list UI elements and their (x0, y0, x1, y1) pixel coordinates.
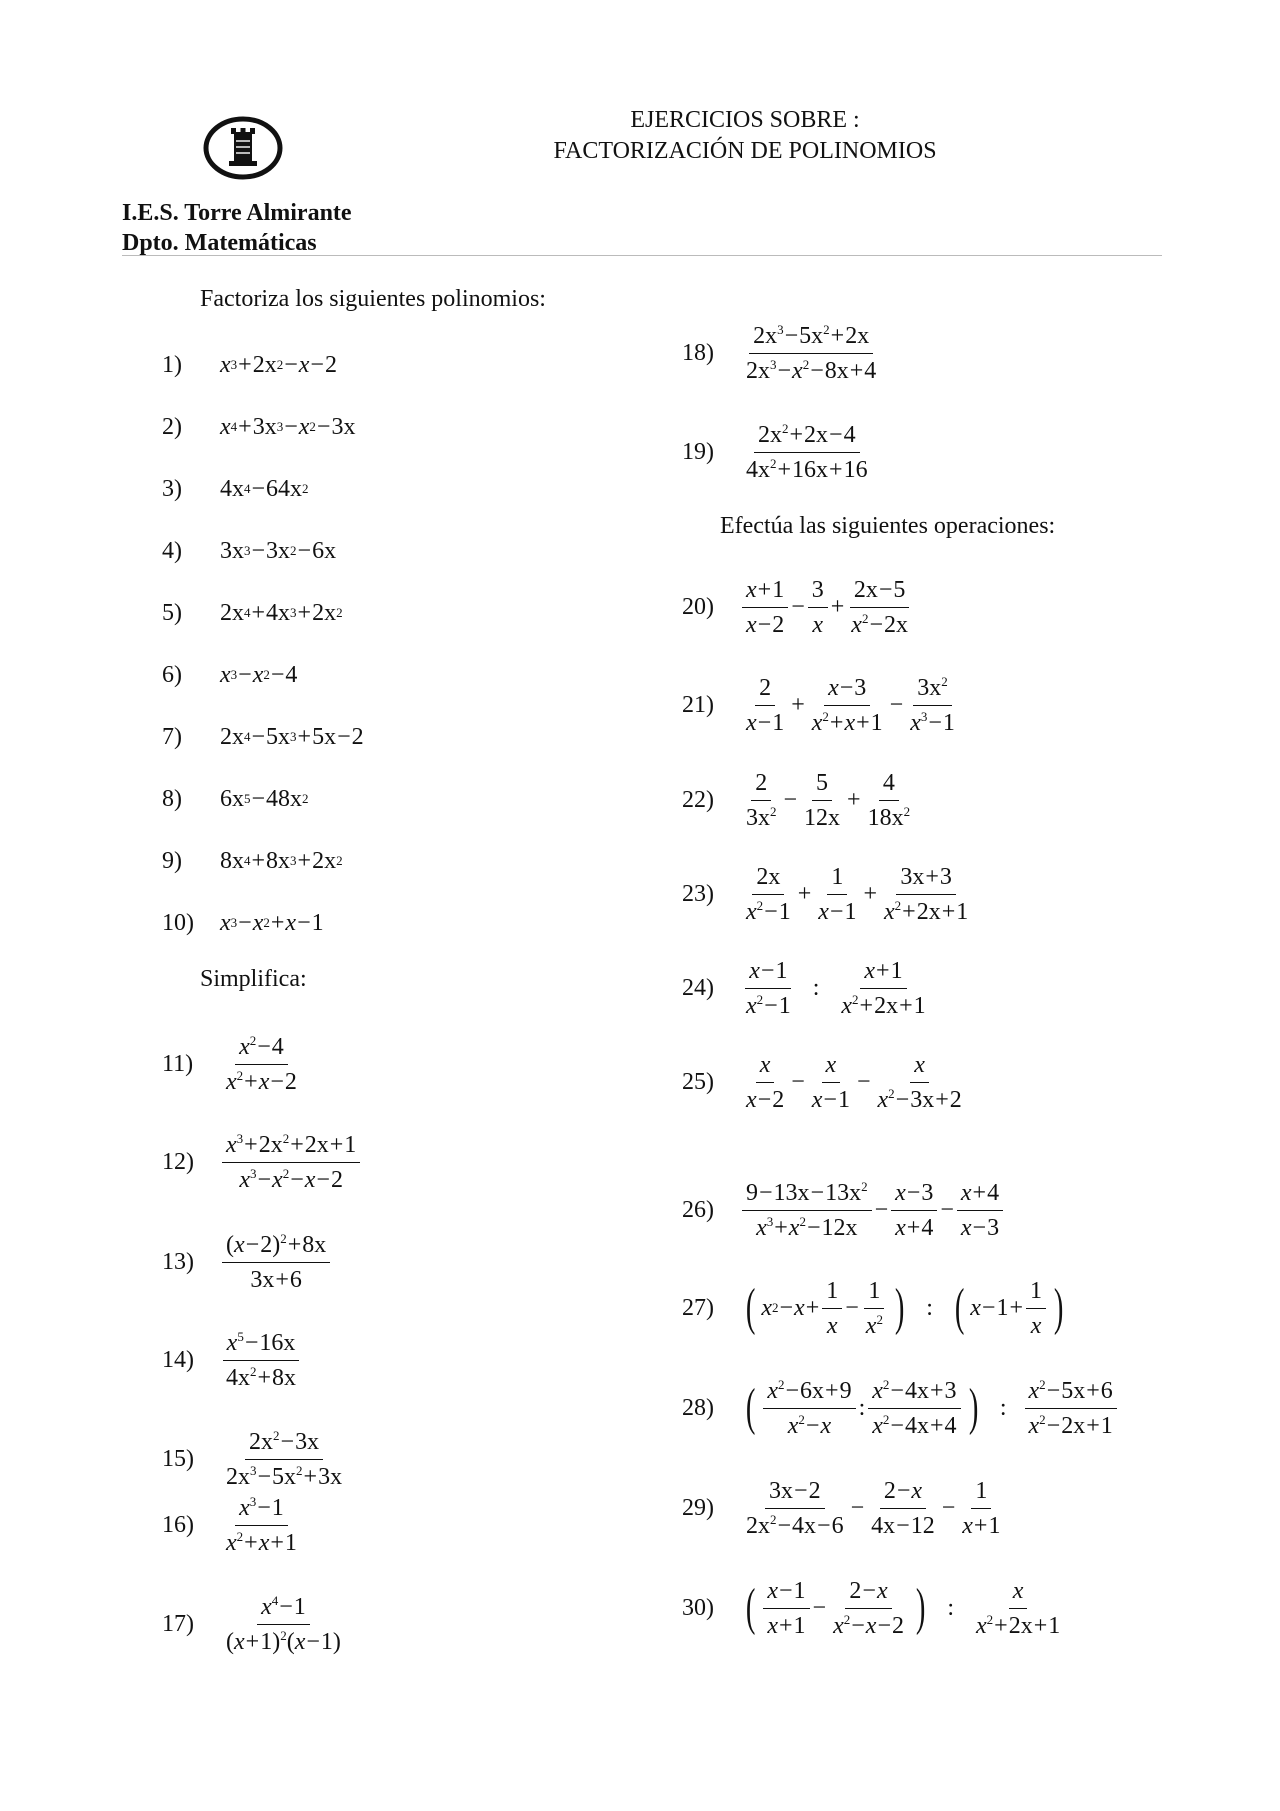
exercise-23 (682, 859, 974, 929)
exercise-expression: 2x 4 + 4x 3 + 2x 2 (220, 599, 343, 626)
exercise-1 (162, 330, 337, 400)
exercise-number: 11) (162, 1050, 194, 1077)
exercise-number: 15) (162, 1445, 194, 1472)
exercise-number: 8) (162, 785, 182, 812)
section-simplifica: Simplifica: (200, 966, 307, 992)
exercise-number: 5) (162, 599, 182, 626)
exercise-number: 28) (682, 1394, 714, 1421)
school-line-2: Dpto. Matemáticas (122, 230, 317, 256)
exercise-expression: 3x 3 − 3x 2 − 6x (220, 537, 337, 564)
exercise-16 (162, 1490, 303, 1560)
exercise-number: 16) (162, 1511, 194, 1538)
exercise-expression: $\frac{x^5-16x}{4x^2+8x}$ (220, 1328, 302, 1393)
exercise-expression: $\frac{2}{3x^2}$ − $\frac{5}{12x}$ + $\frac{4}{18x^2}$ (746, 769, 911, 831)
exercise-12 (162, 1127, 362, 1197)
exercise-25 (682, 1047, 968, 1117)
exercise-number: 30) (682, 1594, 714, 1621)
school-name (122, 198, 352, 258)
exercise-expression: x 3 + 2x 2 − x − 2 (220, 351, 337, 378)
exercise-14 (162, 1325, 302, 1395)
exercise-expression: ( $\frac{x^2-6x+9}{x^2-x}$ : $\frac{x^2-4x+3}{x^2-4x+4}$ ) : $\frac{x^2-5x+6}{x^2-2x+1}$ (740, 1376, 1119, 1441)
exercise-expression: 2x 4 − 5x 3 + 5x − 2 (220, 723, 364, 750)
worksheet-title (520, 105, 970, 167)
exercise-13 (162, 1227, 332, 1297)
exercise-expression: $\frac{x^4-1}{(x+1)^2(x-1)}$ (226, 1592, 341, 1655)
exercise-expression: x 4 + 3x 3 − x 2 − 3x (220, 413, 356, 440)
exercise-number: 24) (682, 974, 714, 1001)
exercise-expression: $\frac{2}{x-1}$ + $\frac{x-3}{x^2+x+1}$ − $\frac{3x^2}{x^3-1}$ (746, 673, 955, 736)
exercise-expression: $\frac{x-1}{x^2-1}$ : $\frac{x+1}{x^2+2x+1}$ (746, 957, 926, 1019)
exercise-number: 4) (162, 537, 182, 564)
exercise-number: 20) (682, 593, 714, 620)
exercise-expression: $\frac{2x^2+2x-4}{4x^2+16x+16}$ (746, 420, 868, 483)
exercise-expression: ( x 2 − x + $\frac{1}{x}$ − $\frac{1}{x^2}$ ) : ( x − 1 + $\frac{1}{x}$ ) (745, 1277, 1064, 1339)
exercise-expression: x 3 − x 2 + x − 1 (220, 909, 324, 936)
exercise-expression: 8x 4 + 8x 3 + 2x 2 (220, 847, 343, 874)
exercise-number: 6) (162, 661, 182, 688)
exercise-number: 13) (162, 1248, 194, 1275)
exercise-29 (682, 1473, 1006, 1543)
exercise-number: 26) (682, 1196, 714, 1223)
exercise-20 (682, 572, 914, 642)
exercise-10 (162, 888, 324, 958)
exercise-expression: 6x 5 − 48x 2 (220, 785, 309, 812)
school-line-1: I.E.S. Torre Almirante (122, 200, 352, 226)
exercise-30 (682, 1573, 1066, 1643)
exercise-4 (162, 516, 336, 586)
exercise-number: 27) (682, 1294, 714, 1321)
exercise-19 (682, 417, 874, 487)
exercise-18 (682, 318, 882, 388)
exercise-number: 1) (162, 351, 182, 378)
exercise-expression: $\frac{2x}{x^2-1}$ + $\frac{1}{x-1}$ + $\frac{3x+3}{x^2+2x+1}$ (746, 863, 969, 925)
title-line-1: EJERCICIOS SOBRE : (630, 107, 860, 133)
exercise-21 (682, 670, 961, 740)
exercise-expression: x 3 − x 2 − 4 (220, 661, 298, 688)
exercise-26 (682, 1175, 1005, 1245)
exercise-number: 17) (162, 1610, 194, 1637)
exercise-27 (682, 1273, 1069, 1343)
section-efectua: Efectúa las siguientes operaciones: (720, 513, 1056, 539)
exercise-expression: $\frac{x}{x-2}$ − $\frac{x}{x-1}$ − $\frac{x}{x^2-3x+2}$ (746, 1051, 962, 1113)
section-factoriza: Factoriza los siguientes polinomios: (200, 286, 546, 312)
exercise-number: 7) (162, 723, 182, 750)
exercise-28 (682, 1373, 1119, 1443)
exercise-expression: $\frac{x^2-4}{x^2+x-2}$ (226, 1032, 297, 1095)
exercise-6 (162, 640, 297, 710)
exercise-5 (162, 578, 343, 648)
exercise-9 (162, 826, 343, 896)
exercise-15 (162, 1424, 348, 1494)
exercise-expression: $\frac{x^3-1}{x^2+x+1}$ (226, 1493, 297, 1556)
exercise-number: 18) (682, 339, 714, 366)
exercise-number: 29) (682, 1494, 714, 1521)
exercise-expression: $\frac{2x^3-5x^2+2x}{2x^3-x^2-8x+4}$ (746, 321, 877, 384)
exercise-number: 22) (682, 786, 714, 813)
exercise-22 (682, 765, 916, 835)
exercise-number: 19) (682, 438, 714, 465)
exercise-8 (162, 764, 309, 834)
exercise-expression: $\frac{x^3+2x^2+2x+1}{x^3-x^2-x-2}$ (220, 1130, 362, 1195)
exercise-expression: $\frac{3x-2}{2x^2-4x-6}$ − $\frac{2-x}{4x-12}$ − $\frac{1}{x+1}$ (746, 1477, 1001, 1539)
exercise-expression: $\frac{x+1}{x-2}$ − $\frac{3}{x}$ + $\frac{2x-5}{x^2-2x}$ (740, 575, 914, 640)
exercise-11 (162, 1029, 303, 1099)
exercise-number: 3) (162, 475, 182, 502)
exercise-expression: $\frac{(x-2)^2+8x}{3x+6}$ (220, 1230, 332, 1295)
exercise-3 (162, 454, 309, 524)
exercise-number: 9) (162, 847, 182, 874)
header-divider (122, 255, 1162, 256)
exercise-17 (162, 1589, 347, 1659)
exercise-number: 14) (162, 1346, 194, 1373)
exercise-number: 2) (162, 413, 182, 440)
exercise-number: 10) (162, 909, 194, 936)
exercise-24 (682, 953, 932, 1023)
exercise-number: 12) (162, 1148, 194, 1175)
exercise-expression: $\frac{9-13x-13x^2}{x^3+x^2-12x}$ − $\frac{x-3}{x+4}$ − $\frac{x+4}{x-3}$ (740, 1178, 1005, 1243)
exercise-number: 23) (682, 880, 714, 907)
exercise-expression: $\frac{2x^2-3x}{2x^3-5x^2+3x}$ (226, 1427, 343, 1490)
exercise-7 (162, 702, 364, 772)
exercise-2 (162, 392, 355, 462)
title-line-2: FACTORIZACIÓN DE POLINOMIOS (553, 138, 937, 164)
exercise-expression: 4x 4 − 64x 2 (220, 475, 309, 502)
exercise-number: 25) (682, 1068, 714, 1095)
exercise-expression: ( $\frac{x-1}{x+1}$ − $\frac{2-x}{x^2-x-2}$ ) : $\frac{x}{x^2+2x+1}$ (745, 1577, 1061, 1639)
tower-seal-icon (202, 115, 284, 181)
exercise-number: 21) (682, 691, 714, 718)
